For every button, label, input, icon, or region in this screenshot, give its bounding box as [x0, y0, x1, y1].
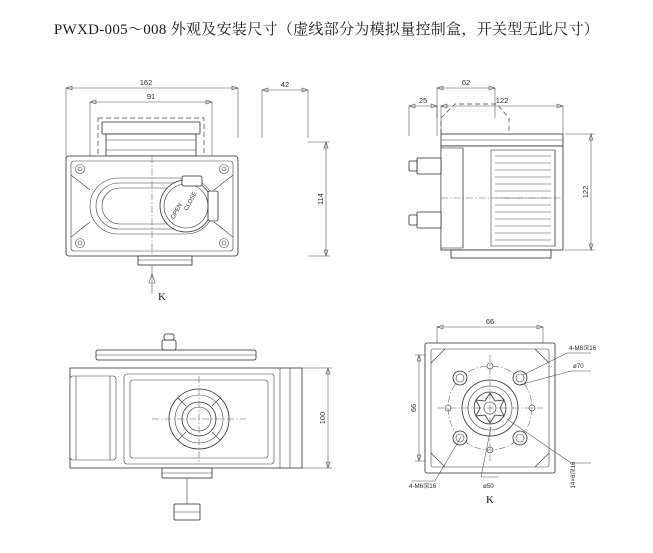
top-view: [40, 320, 340, 545]
dim-122-width-label: 122: [495, 96, 509, 105]
dim-100: [302, 368, 332, 468]
front-view: [40, 60, 340, 310]
dim-114: [308, 142, 330, 256]
dim-25-label: 25: [418, 96, 428, 105]
dim-162-label: 162: [139, 78, 153, 87]
dim-42: [262, 80, 308, 138]
dim-62: [437, 78, 495, 118]
dim-122-height-label: 122: [581, 185, 590, 199]
dim-122-height: [565, 134, 595, 250]
mounting-section-label: K: [486, 494, 494, 506]
dim-114-label: 114: [316, 193, 325, 205]
label-keyway: 14×6深16: [570, 461, 577, 489]
knob-close-label: CLOSE: [183, 191, 199, 212]
dim-100-label: 100: [318, 411, 327, 425]
dim-66-height-label: 66: [409, 403, 418, 413]
mounting-view: [395, 305, 640, 535]
dim-66-width-label: 66: [485, 317, 495, 326]
dim-91-label: 91: [146, 92, 156, 101]
front-section-label: K: [158, 291, 166, 303]
dim-122-width: [441, 96, 563, 134]
page-title: PWXD-005～008 外观及安装尺寸（虚线部分为模拟量控制盒，开关型无此尺寸）: [53, 22, 600, 38]
dim-42-label: 42: [280, 80, 290, 89]
side-view: [395, 62, 640, 272]
label-4-m8: 4-M8深16: [569, 345, 597, 352]
dim-62-label: 62: [461, 78, 471, 87]
label-bore: ø50: [483, 483, 494, 490]
label-4-m6: 4-M6深16: [409, 483, 437, 490]
label-pcd: ø70: [573, 363, 584, 370]
dim-25: [409, 96, 437, 136]
knob-open-label: OPEN: [170, 202, 184, 221]
